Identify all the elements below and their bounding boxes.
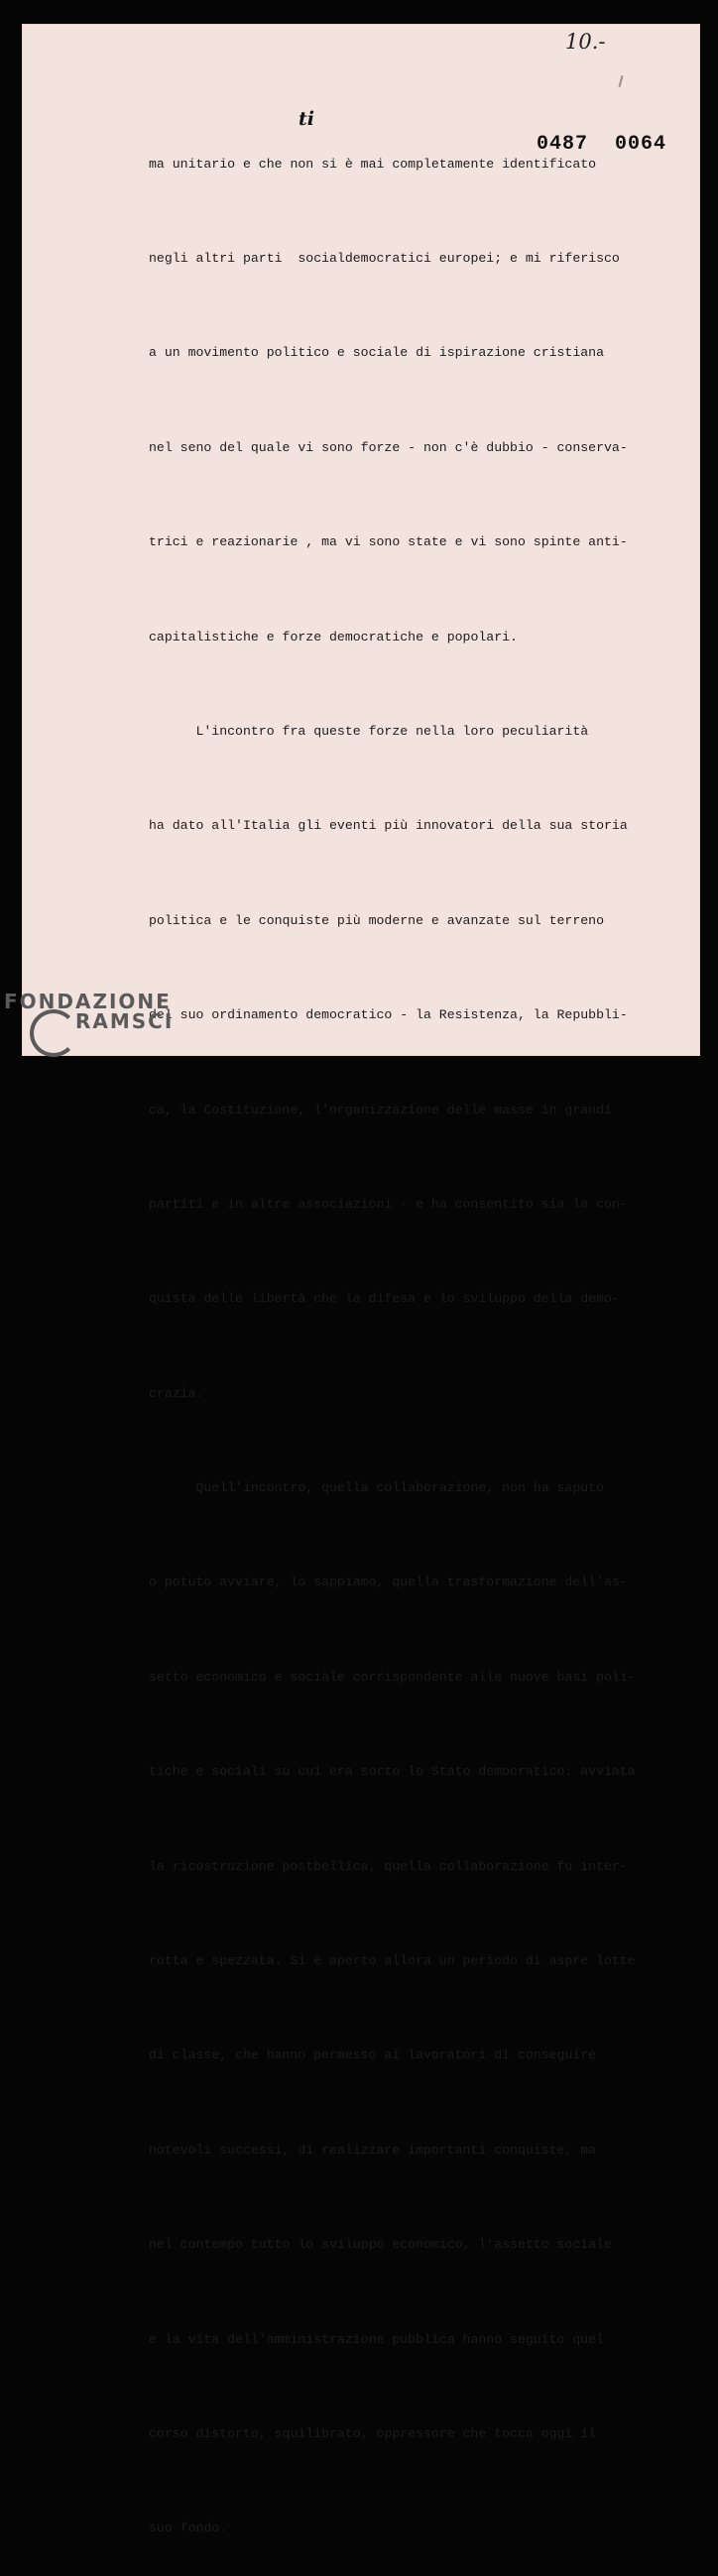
page-number: 10.- bbox=[565, 30, 606, 54]
text-line: o potuto avviare, lo sappiamo, quella trasformazione dell'as- bbox=[149, 1575, 628, 1590]
text-line: notevoli successi, di realizzare importanti conquiste, ma bbox=[149, 2142, 597, 2158]
text-line: partiti e in altre associazioni - e ha consentito sia la con- bbox=[149, 1196, 628, 1212]
watermark bbox=[4, 990, 174, 1033]
text-line: nel contempo tutto lo sviluppo economico, l'assetto sociale bbox=[149, 2237, 612, 2253]
text-line: setto economico e sociale corrispondente alle nuove basi poli- bbox=[149, 1669, 636, 1685]
text-line: negli altri parti socialdemocratici europei; e mi riferisco bbox=[149, 250, 620, 266]
text-line: e la vita dell'amministrazione pubblica hanno seguito quel bbox=[149, 2331, 604, 2347]
text-line: a un movimento politico e sociale di ispirazione cristiana bbox=[149, 345, 604, 361]
handwritten-correction: ti bbox=[299, 108, 314, 130]
archive-code-right: 0064 bbox=[615, 133, 667, 156]
text-line: politica e le conquiste più moderne e avanzate sul terreno bbox=[149, 912, 604, 928]
watermark-line1: FONDAZIONE bbox=[4, 990, 172, 1013]
text-line: L'incontro fra queste forze nella loro peculiarità bbox=[149, 723, 589, 739]
text-line: la ricostruzione postbellica, quella collaborazione fu inter- bbox=[149, 1858, 628, 1874]
text-line: ca, la Costituzione, l'organizzazione delle masse in grandi bbox=[149, 1102, 612, 1117]
text-line: quista delle libertà che la difesa e lo sviluppo della demo- bbox=[149, 1291, 620, 1307]
text-line: trici e reazionarie , ma vi sono state e vi sono spinte anti- bbox=[149, 534, 628, 550]
text-line: del suo ordinamento democratico - la Resistenza, la Repubbli- bbox=[149, 1007, 628, 1023]
watermark-line2: RAMSCI bbox=[75, 1009, 175, 1033]
typed-text-body bbox=[149, 85, 636, 2576]
text-line: capitalistiche e forze democratiche e popolari. bbox=[149, 629, 518, 644]
text-line: rotta e spezzata. Si è aperto allora un periodo di aspre lotte bbox=[149, 1953, 636, 1969]
text-line: Quell'incontro, quella collaborazione, non ha saputo bbox=[149, 1480, 604, 1496]
text-line: di classe, che hanno permesso ai lavoratori di conseguire bbox=[149, 2048, 597, 2063]
text-line: nel seno del quale vi sono forze - non c'è dubbio - conserva- bbox=[149, 439, 628, 455]
text-line: tiche e sociali su cui era sorto lo Stato democratico: avviata bbox=[149, 1764, 636, 1780]
text-line: corso distorto, squilibrato, oppressore che tocca oggi il bbox=[149, 2425, 597, 2441]
text-line: suo fondo. bbox=[149, 2520, 228, 2536]
archive-code-left: 0487 bbox=[537, 133, 589, 156]
text-line: crazia. bbox=[149, 1385, 204, 1401]
text-line: ma unitario e che non si è mai completamente identificato bbox=[149, 156, 597, 172]
text-line: ha dato all'Italia gli eventi più innovatori della sua storia bbox=[149, 818, 628, 834]
